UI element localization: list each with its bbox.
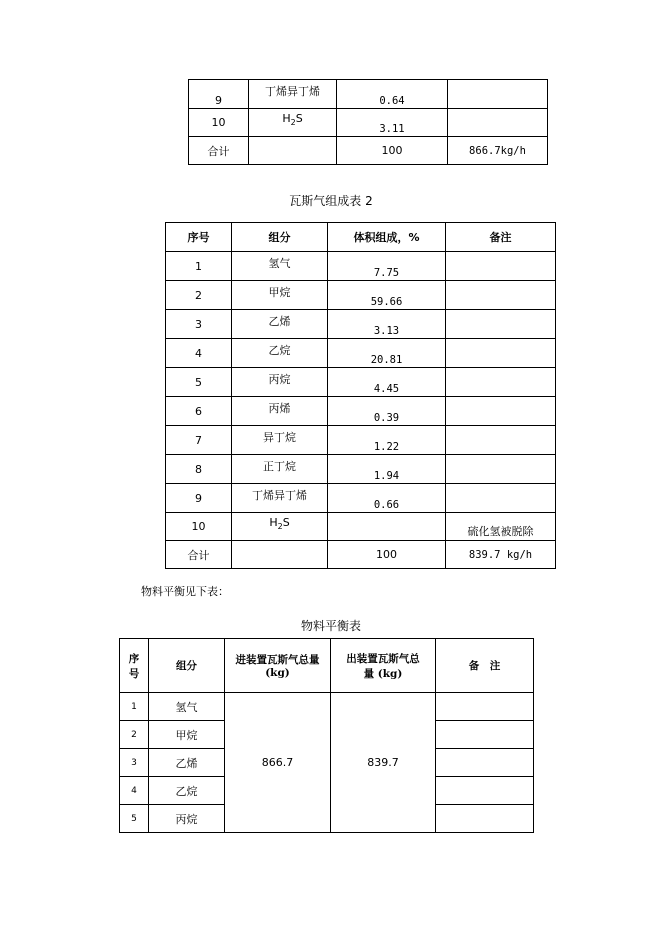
value-cell: 7.75 (328, 252, 446, 281)
header-out-line1: 出装置瓦斯气总 (346, 652, 420, 665)
table-row (166, 310, 556, 339)
formula-tail: S (282, 516, 290, 529)
table-header-row (166, 223, 556, 252)
note-cell (446, 252, 556, 281)
table-2-caption: 瓦斯气组成表 2 (289, 194, 373, 208)
header-note: 备注 (446, 223, 556, 252)
component-cell: 丙烯 (232, 397, 328, 426)
note-cell (436, 805, 534, 833)
header-seq-line1: 序 (128, 652, 140, 665)
seq-cell: 7 (166, 426, 232, 455)
table-row (120, 693, 534, 721)
header-seq-line2: 号 (128, 667, 140, 680)
seq-cell: 2 (166, 281, 232, 310)
note-cell: 硫化氢被脱除 (446, 513, 556, 541)
seq-cell: 2 (120, 721, 149, 749)
seq-cell: 9 (166, 484, 232, 513)
total-component-cell (249, 137, 337, 165)
note-cell (436, 693, 534, 721)
note-cell (446, 368, 556, 397)
note-cell (446, 455, 556, 484)
value-cell: 0.64 (337, 80, 448, 109)
header-in-line2: (kg) (265, 667, 290, 679)
formula-subscript: 2 (290, 118, 296, 128)
value-cell: 0.39 (328, 397, 446, 426)
component-cell: 乙烯 (232, 310, 328, 339)
table-row (166, 426, 556, 455)
header-component: 组分 (149, 639, 225, 693)
seq-cell: 1 (120, 693, 149, 721)
table-row (166, 455, 556, 484)
value-cell: 4.45 (328, 368, 446, 397)
table-2 (165, 222, 556, 569)
component-cell: 甲烷 (232, 281, 328, 310)
value-cell: 20.81 (328, 339, 446, 368)
component-cell: 氢气 (232, 252, 328, 281)
table-total-row (166, 541, 556, 569)
seq-cell: 8 (166, 455, 232, 484)
in-total-cell: 866.7 (225, 693, 331, 833)
note-cell (446, 484, 556, 513)
header-out-line2: 量 (kg) (363, 667, 403, 680)
value-cell (328, 513, 446, 541)
seq-cell: 10 (189, 109, 249, 137)
seq-cell: 1 (166, 252, 232, 281)
component-cell: 氢气 (149, 693, 225, 721)
seq-cell: 3 (166, 310, 232, 339)
table-row (189, 109, 548, 137)
note-cell (446, 339, 556, 368)
note-cell (446, 397, 556, 426)
component-cell (232, 513, 328, 541)
note-cell (448, 80, 548, 109)
header-seq: 序号 (166, 223, 232, 252)
component-cell: 乙烯 (149, 749, 225, 777)
component-cell: 乙烷 (149, 777, 225, 805)
component-cell: 乙烷 (232, 339, 328, 368)
seq-cell: 4 (120, 777, 149, 805)
table-row (166, 397, 556, 426)
table-row (166, 339, 556, 368)
component-cell: 丙烷 (149, 805, 225, 833)
note-cell (436, 749, 534, 777)
header-volume: 体积组成，% (328, 223, 446, 252)
seq-cell: 5 (166, 368, 232, 397)
header-seq (120, 639, 149, 693)
seq-cell: 4 (166, 339, 232, 368)
table-1-continued (188, 79, 548, 165)
table-row (166, 484, 556, 513)
total-value-cell: 100 (337, 137, 448, 165)
formula-tail: S (295, 112, 303, 125)
table-3 (119, 638, 534, 833)
component-cell (249, 109, 337, 137)
formula-main: H (282, 112, 291, 125)
value-cell: 1.22 (328, 426, 446, 455)
value-cell: 3.13 (328, 310, 446, 339)
table-total-row (189, 137, 548, 165)
header-in-total (225, 639, 331, 693)
formula-subscript: 2 (277, 522, 283, 532)
note-cell (448, 109, 548, 137)
total-label-cell: 合计 (189, 137, 249, 165)
total-component-cell (232, 541, 328, 569)
out-total-cell: 839.7 (331, 693, 436, 833)
value-cell: 1.94 (328, 455, 446, 484)
table-row (166, 252, 556, 281)
note-cell (446, 281, 556, 310)
table-row (189, 80, 548, 109)
component-cell: 甲烷 (149, 721, 225, 749)
table-row (166, 368, 556, 397)
value-cell: 0.66 (328, 484, 446, 513)
component-cell: 异丁烷 (232, 426, 328, 455)
value-cell: 3.11 (337, 109, 448, 137)
table-3-caption: 物料平衡表 (300, 619, 361, 633)
seq-cell: 5 (120, 805, 149, 833)
note-cell (436, 721, 534, 749)
total-note-cell: 839.7 kg/h (446, 541, 556, 569)
value-cell: 59.66 (328, 281, 446, 310)
seq-cell: 3 (120, 749, 149, 777)
table-row (166, 281, 556, 310)
header-in-line1: 进装置瓦斯气总量 (235, 654, 320, 666)
component-cell: 丙烷 (232, 368, 328, 397)
component-cell: 正丁烷 (232, 455, 328, 484)
header-out-total (331, 639, 436, 693)
total-note-cell: 866.7kg/h (448, 137, 548, 165)
seq-cell: 10 (166, 513, 232, 541)
seq-cell: 9 (189, 80, 249, 109)
table-row (166, 513, 556, 541)
component-cell: 丁烯异丁烯 (232, 484, 328, 513)
total-label-cell: 合计 (166, 541, 232, 569)
note-cell (446, 426, 556, 455)
material-balance-intro: 物料平衡见下表： (141, 585, 229, 598)
note-cell (436, 777, 534, 805)
header-note: 备 注 (436, 639, 534, 693)
formula-main: H (269, 516, 278, 529)
component-cell: 丁烯异丁烯 (249, 80, 337, 109)
seq-cell: 6 (166, 397, 232, 426)
header-component: 组分 (232, 223, 328, 252)
total-value-cell: 100 (328, 541, 446, 569)
table-header-row (120, 639, 534, 693)
note-cell (446, 310, 556, 339)
